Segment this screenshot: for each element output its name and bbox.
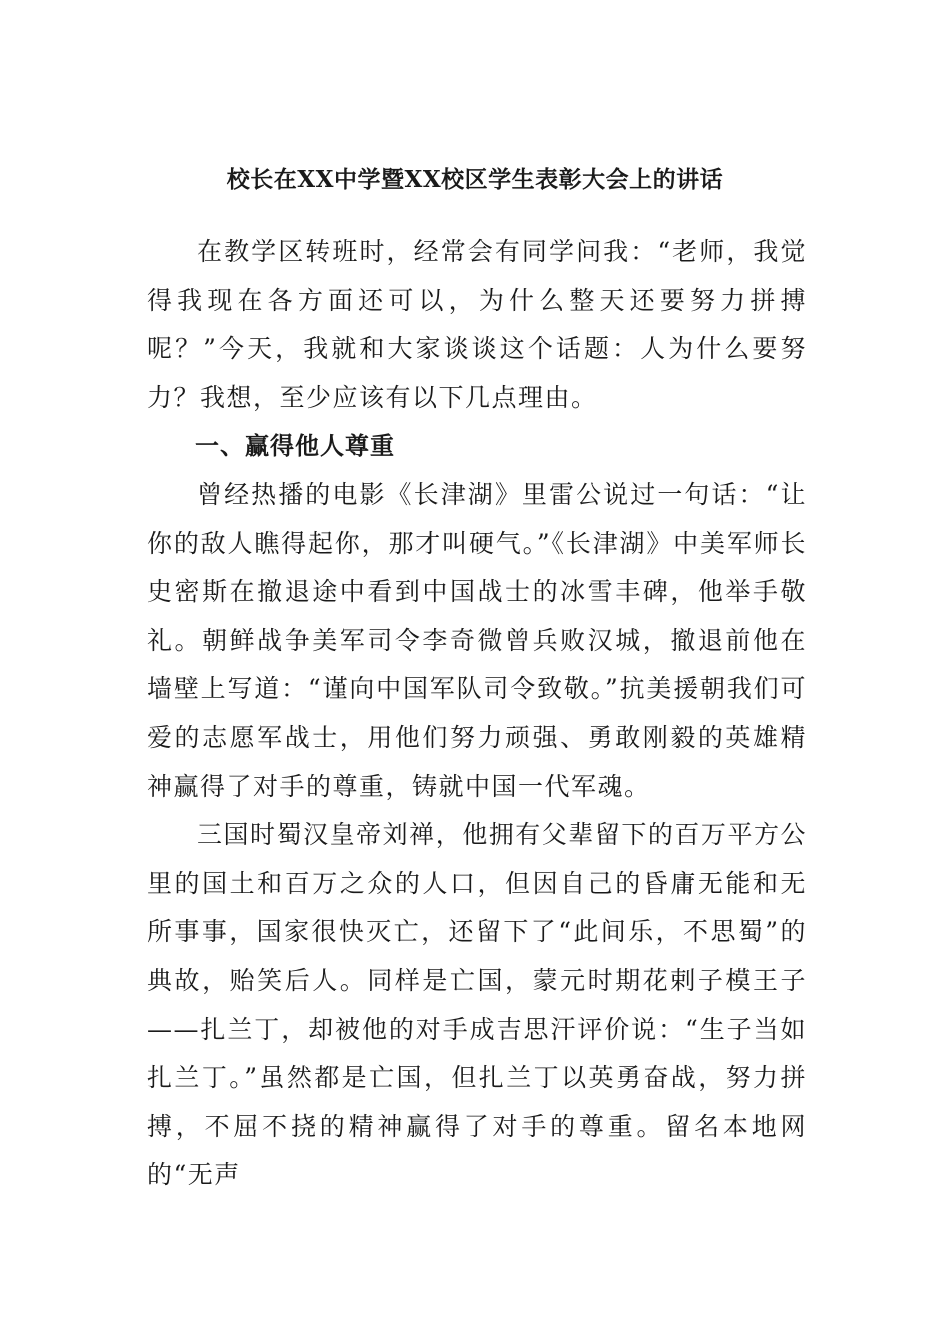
paragraph-three-kingdoms: 三国时蜀汉皇帝刘禅，他拥有父辈留下的百万平方公里的国土和百万之众的人口，但因自己的昏庸无能和无所事事，国家很快灭亡，还留下了“此间乐，不思蜀”的典故，贻笑后人。同样是亡国，蒙元时期花剌子模王子——扎兰丁，却被他的对手成吉思汗评价说：“生子当如扎兰丁。”虽然都是亡国，但扎兰丁以英勇奋战，努力拼搏，不屈不挠的精神赢得了对手的尊重。留名本地网的“无声	[147, 820, 807, 1190]
section-heading: 一、赢得他人尊重	[195, 431, 395, 461]
document-title: 校长在XX中学暨XX校区学生表彰大会上的讲话	[226, 166, 724, 193]
paragraph-intro: 在教学区转班时，经常会有同学问我：“老师，我觉得我现在各方面还可以，为什么整天还要努力拼搏呢？”今天，我就和大家谈谈这个话题：人为什么要努力？我想，至少应该有以下几点理由。	[147, 237, 807, 412]
paragraph-changjin-lake: 曾经热播的电影《长津湖》里雷公说过一句话：“让你的敌人瞧得起你，那才叫硬气。”《长津湖》中美军师长史密斯在撤退途中看到中国战士的冰雪丰碑，他举手敬礼。朝鲜战争美军司令李奇微曾兵败汉城，撤退前他在墙壁上写道：“谨向中国军队司令致敬。”抗美援朝我们可爱的志愿军战士，用他们努力顽强、勇敢刚毅的英雄精神赢得了对手的尊重，铸就中国一代军魂。	[147, 479, 807, 801]
document-body	[147, 228, 807, 1200]
